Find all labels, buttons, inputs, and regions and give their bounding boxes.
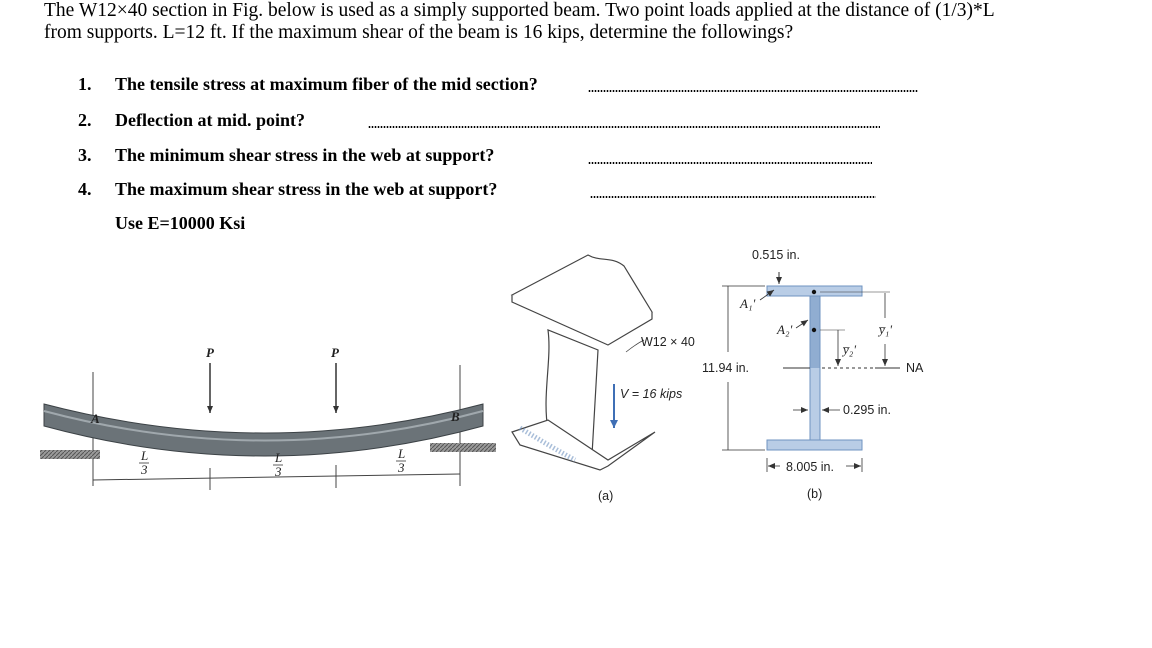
centroid-a2: [812, 328, 816, 332]
question-text: Deflection at mid. point?: [115, 110, 305, 130]
caption-b: (b): [807, 487, 823, 501]
shear-label: V = 16 kips: [620, 387, 683, 401]
fraction-denominator: 3: [398, 460, 405, 475]
section-figure-a: [512, 255, 695, 503]
depth-label: 11.94 in.: [702, 361, 750, 375]
flange-width-label: 8.005 in.: [786, 460, 834, 474]
section-figure-b: [702, 248, 924, 501]
y1-label: y̅₁': [879, 322, 893, 337]
flange-thickness-label: 0.515 in.: [752, 248, 800, 262]
fraction-numerator: L: [275, 450, 283, 465]
span-label-3: [396, 446, 406, 475]
span-label-2: [273, 450, 283, 479]
y2-label: y̅₂': [843, 342, 857, 357]
support-b-label: B: [451, 409, 460, 424]
question-text: The minimum shear stress in the web at support?: [115, 145, 495, 165]
section-label: W12 × 40: [641, 335, 695, 349]
fraction-denominator: 3: [275, 464, 282, 479]
problem-line-2: from supports. L=12 ft. If the maximum shear of the beam is 16 kips, determine the followings?: [44, 22, 794, 43]
span-label-1: [139, 448, 149, 477]
support-a-label: A: [91, 411, 100, 426]
problem-line-1: The W12×40 section in Fig. below is used as a simply supported beam. Two point loads applied at the distance of (1/3)*L: [44, 0, 995, 21]
question-number: 1.: [78, 74, 92, 94]
question-text: The tensile stress at maximum fiber of the mid section?: [115, 74, 538, 94]
fraction-numerator: L: [141, 448, 149, 463]
beam-figure: [40, 345, 496, 490]
upper-web-area: [810, 296, 820, 368]
use-modulus-note: Use E=10000 Ksi: [115, 213, 246, 233]
web-thickness-label: 0.295 in.: [843, 403, 891, 417]
question-text: The maximum shear stress in the web at support?: [115, 179, 498, 199]
load-label-right: P: [331, 345, 339, 360]
fraction-numerator: L: [398, 446, 406, 461]
area-2-label: A₂': [777, 322, 793, 337]
fraction-denominator: 3: [141, 462, 148, 477]
centroid-a1: [812, 290, 816, 294]
question-number: 2.: [78, 110, 92, 130]
deflected-beam: [44, 404, 483, 456]
area-2-leader: [796, 320, 808, 328]
question-number: 3.: [78, 145, 92, 165]
question-number: 4.: [78, 179, 92, 199]
right-support: [430, 443, 496, 452]
bottom-flange-area: [767, 440, 862, 450]
neutral-axis-label: NA: [906, 361, 924, 375]
caption-a: (a): [598, 489, 614, 503]
left-support: [40, 450, 100, 459]
area-1-label: A₁': [740, 296, 756, 311]
load-label-left: P: [206, 345, 214, 360]
